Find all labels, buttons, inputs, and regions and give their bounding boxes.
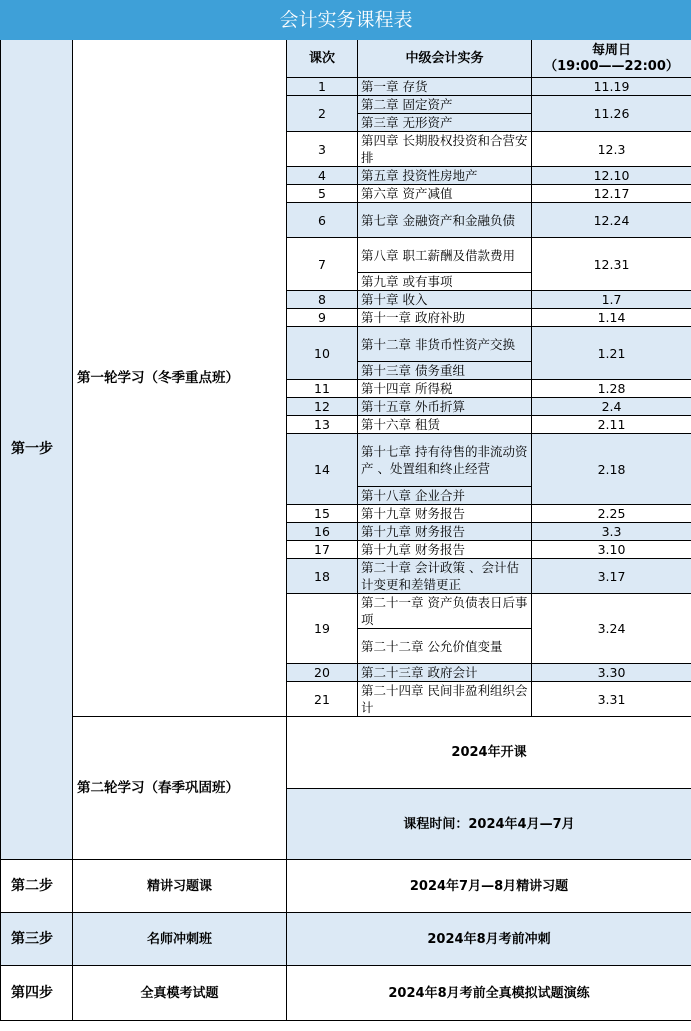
- lesson-date: 1.7: [532, 291, 691, 309]
- lesson-number: 5: [287, 185, 358, 203]
- header-schedule-line1: 每周日: [592, 42, 632, 58]
- lesson-chapter: 第二章 固定资产: [358, 96, 532, 114]
- lesson-chapter: 第五章 投资性房地产: [358, 167, 532, 185]
- step-4-name: 全真模考试题: [73, 966, 287, 1021]
- lesson-number: 12: [287, 398, 358, 416]
- lesson-chapter: 第十八章 企业合并: [358, 487, 532, 505]
- lesson-number: 10: [287, 327, 358, 380]
- header-lesson: 课次: [287, 40, 358, 78]
- round-2-label: 第二轮学习（春季巩固班）: [73, 717, 287, 860]
- lesson-chapter: 第九章 或有事项: [358, 273, 532, 291]
- step-1-label: 第一步: [1, 40, 73, 860]
- step-3-desc: 2024年8月考前冲刺: [287, 913, 691, 966]
- lesson-chapter: 第四章 长期股权投资和合营安排: [358, 132, 532, 167]
- lesson-number: 16: [287, 523, 358, 541]
- lesson-chapter: 第七章 金融资产和金融负债: [358, 203, 532, 238]
- step-2-desc: 2024年7月—8月精讲习题: [287, 860, 691, 913]
- lesson-date: 11.19: [532, 78, 691, 96]
- lesson-chapter: 第一章 存货: [358, 78, 532, 96]
- header-schedule-line2: （19:00——22:00）: [544, 58, 679, 74]
- lesson-number: 20: [287, 664, 358, 682]
- lesson-chapter: 第十一章 政府补助: [358, 309, 532, 327]
- lesson-date: 1.21: [532, 327, 691, 380]
- lesson-number: 3: [287, 132, 358, 167]
- lesson-date: 2.25: [532, 505, 691, 523]
- lesson-date: 12.3: [532, 132, 691, 167]
- lesson-date: 3.30: [532, 664, 691, 682]
- lesson-chapter: 第十章 收入: [358, 291, 532, 309]
- lesson-number: 8: [287, 291, 358, 309]
- lesson-chapter: 第十四章 所得税: [358, 380, 532, 398]
- lesson-date: 12.31: [532, 238, 691, 291]
- lesson-number: 18: [287, 559, 358, 594]
- lesson-date: 2.11: [532, 416, 691, 434]
- step-2-name: 精讲习题课: [73, 860, 287, 913]
- lesson-chapter: 第二十一章 资产负债表日后事项: [358, 594, 532, 629]
- step-4-desc: 2024年8月考前全真模拟试题演练: [287, 966, 691, 1021]
- lesson-chapter: 第十九章 财务报告: [358, 523, 532, 541]
- lesson-date: 12.10: [532, 167, 691, 185]
- lesson-chapter: 第十九章 财务报告: [358, 541, 532, 559]
- lesson-chapter: 第十三章 债务重组: [358, 362, 532, 380]
- lesson-chapter: 第二十四章 民间非盈利组织会计: [358, 682, 532, 717]
- lesson-number: 17: [287, 541, 358, 559]
- lesson-date: 3.17: [532, 559, 691, 594]
- lesson-chapter: 第十五章 外币折算: [358, 398, 532, 416]
- lesson-date: 3.10: [532, 541, 691, 559]
- step-3-name: 名师冲刺班: [73, 913, 287, 966]
- lesson-number: 2: [287, 96, 358, 132]
- page-title: 会计实务课程表: [1, 1, 691, 40]
- lesson-chapter: 第八章 职工薪酬及借款费用: [358, 238, 532, 273]
- step-2-label: 第二步: [1, 860, 73, 913]
- lesson-chapter: 第三章 无形资产: [358, 114, 532, 132]
- lesson-number: 15: [287, 505, 358, 523]
- lesson-number: 1: [287, 78, 358, 96]
- lesson-date: 1.14: [532, 309, 691, 327]
- lesson-number: 7: [287, 238, 358, 291]
- lesson-chapter: 第二十章 会计政策 、会计估计变更和差错更正: [358, 559, 532, 594]
- lesson-chapter: 第十九章 财务报告: [358, 505, 532, 523]
- lesson-number: 14: [287, 434, 358, 505]
- lesson-chapter: 第十七章 持有待售的非流动资产 、处置组和终止经营: [358, 434, 532, 487]
- lesson-date: 11.26: [532, 96, 691, 132]
- lesson-chapter: 第二十三章 政府会计: [358, 664, 532, 682]
- lesson-number: 6: [287, 203, 358, 238]
- lesson-date: 12.24: [532, 203, 691, 238]
- lesson-date: 2.4: [532, 398, 691, 416]
- lesson-number: 11: [287, 380, 358, 398]
- lesson-number: 13: [287, 416, 358, 434]
- lesson-date: 3.24: [532, 594, 691, 664]
- lesson-date: 1.28: [532, 380, 691, 398]
- lesson-date: 12.17: [532, 185, 691, 203]
- lesson-chapter: 第十六章 租赁: [358, 416, 532, 434]
- round-2-time: 课程时间：2024年4月—7月: [287, 789, 691, 860]
- round-2-start: 2024年开课: [287, 717, 691, 789]
- lesson-chapter: 第六章 资产减值: [358, 185, 532, 203]
- lesson-number: 19: [287, 594, 358, 664]
- lesson-number: 21: [287, 682, 358, 717]
- lesson-chapter: 第十二章 非货币性资产交换: [358, 327, 532, 362]
- lesson-date: 3.3: [532, 523, 691, 541]
- lesson-number: 9: [287, 309, 358, 327]
- round-1-label: 第一轮学习（冬季重点班）: [73, 40, 287, 717]
- lesson-date: 3.31: [532, 682, 691, 717]
- step-3-label: 第三步: [1, 913, 73, 966]
- step-4-label: 第四步: [1, 966, 73, 1021]
- lesson-number: 4: [287, 167, 358, 185]
- lesson-date: 2.18: [532, 434, 691, 505]
- header-schedule: [532, 40, 691, 78]
- lesson-chapter: 第二十二章 公允价值变量: [358, 629, 532, 664]
- header-subject: 中级会计实务: [358, 40, 532, 78]
